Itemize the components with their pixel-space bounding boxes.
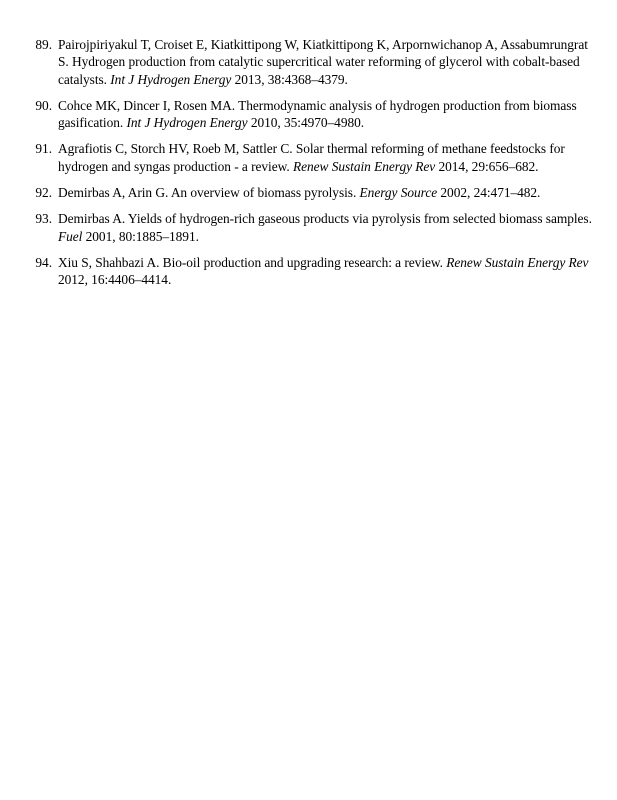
reference-volume-pages: 2013, 38:4368–4379. — [231, 71, 348, 87]
reference-item — [0, 36, 600, 88]
reference-citation: Demirbas A. Yields of hydrogen-rich gaseous products via pyrolysis from selected biomass samples. — [58, 211, 592, 227]
reference-number: 93. — [35, 211, 52, 227]
reference-volume-pages: 2014, 29:656–682. — [435, 158, 539, 174]
reference-number: 94. — [35, 254, 52, 270]
reference-text — [58, 36, 600, 88]
reference-citation: Cohce MK, Dincer I, Rosen MA. Thermodynamic analysis of hydrogen production from biomass gasification. — [58, 97, 577, 131]
reference-item — [0, 184, 600, 201]
reference-journal: Fuel — [58, 228, 83, 244]
reference-citation: Pairojpiriyakul T, Croiset E, Kiatkittipong W, Kiatkittipong K, Arpornwichanop A, Assabumrungrat S. Hydrogen production from catalytic supercritical water reforming of glycerol with cobalt-based catalysts. — [58, 37, 588, 87]
reference-citation: Xiu S, Shahbazi A. Bio-oil production and upgrading research: a review. — [58, 254, 447, 270]
reference-journal: Renew Sustain Energy Rev — [446, 254, 589, 270]
reference-text — [58, 97, 600, 132]
reference-journal: Int J Hydrogen Energy — [110, 71, 232, 87]
reference-volume-pages: 2010, 35:4970–4980. — [247, 115, 365, 131]
reference-item — [0, 140, 600, 175]
reference-item — [0, 210, 600, 245]
reference-volume-pages: 2001, 80:1885–1891. — [82, 228, 199, 244]
reference-text — [58, 210, 600, 245]
reference-text — [58, 140, 600, 175]
reference-journal: Int J Hydrogen Energy — [126, 115, 248, 131]
reference-volume-pages: 2002, 24:471–482. — [437, 185, 541, 201]
reference-citation: Agrafiotis C, Storch HV, Roeb M, Sattler C. Solar thermal reforming of methane feedstocks for hydrogen and syngas production - a review. — [58, 141, 565, 174]
reference-citation: Demirbas A, Arin G. An overview of biomass pyrolysis. — [58, 185, 360, 201]
reference-volume-pages: 2012, 16:4406–4414. — [58, 272, 172, 288]
reference-item — [0, 97, 600, 132]
reference-number: 90. — [35, 97, 52, 113]
reference-number: 91. — [35, 141, 52, 157]
reference-text — [58, 184, 600, 201]
reference-item — [0, 254, 600, 289]
reference-number: 89. — [35, 37, 52, 52]
reference-journal: Renew Sustain Energy Rev — [292, 158, 436, 174]
reference-text — [58, 254, 600, 289]
reference-list — [0, 36, 600, 298]
reference-number: 92. — [35, 185, 52, 201]
reference-journal: Energy Source — [359, 185, 438, 201]
